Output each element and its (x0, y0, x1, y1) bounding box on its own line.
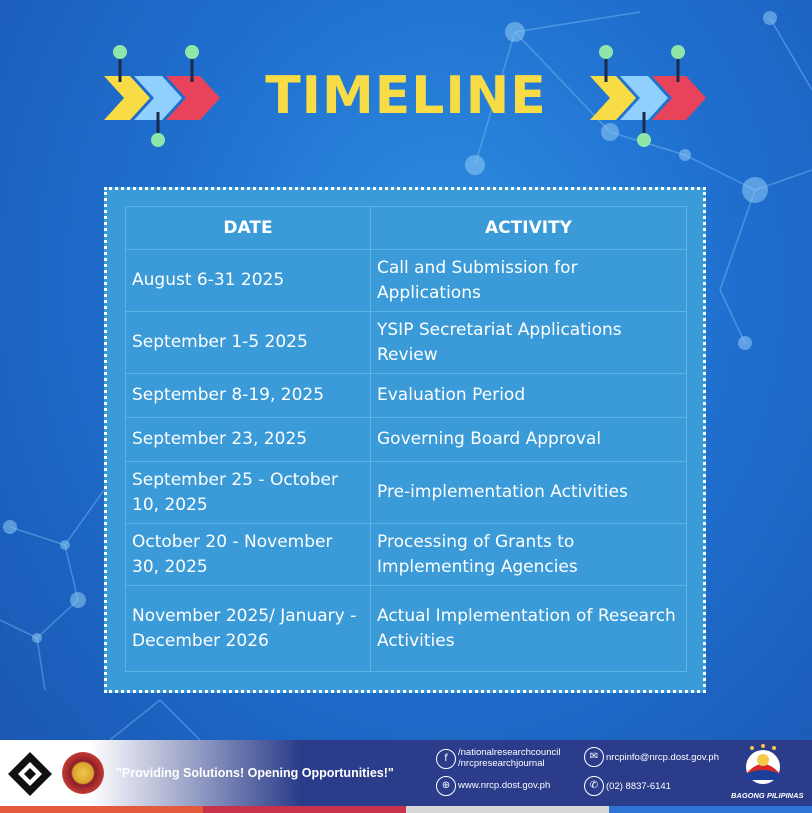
arrow-chevron-icon (586, 42, 716, 152)
table-row (126, 418, 687, 462)
timeline-table-frame (104, 187, 706, 693)
activity-cell: YSIP Secretariat Applications Review (371, 312, 687, 374)
footer-bar (0, 740, 812, 807)
table-row (126, 524, 687, 586)
table-row (126, 374, 687, 418)
date-cell: September 8-19, 2025 (126, 374, 371, 418)
globe-icon: ⊕ (436, 776, 456, 796)
website-link[interactable]: www.nrcp.dost.gov.ph (458, 780, 551, 791)
activity-cell: Call and Submission for Applications (371, 250, 687, 312)
activity-cell: Actual Implementation of Research Activities (371, 586, 687, 672)
bagong-pilipinas-logo-icon (740, 744, 786, 786)
phone-icon: ✆ (584, 776, 604, 796)
date-cell: August 6-31 2025 (126, 250, 371, 312)
date-cell: November 2025/ January - December 2026 (126, 586, 371, 672)
facebook-handle-2[interactable]: /nrcpresearchjournal (458, 758, 545, 769)
page-title: TIMELINE (265, 66, 547, 126)
activity-cell: Processing of Grants to Implementing Agencies (371, 524, 687, 586)
date-cell: September 25 - October 10, 2025 (126, 462, 371, 524)
table-header-row (126, 207, 687, 250)
activity-cell: Governing Board Approval (371, 418, 687, 462)
date-cell: September 1-5 2025 (126, 312, 371, 374)
table-row (126, 586, 687, 672)
date-column-header: DATE (126, 207, 371, 250)
footer-color-stripe (0, 806, 812, 813)
activity-cell: Evaluation Period (371, 374, 687, 418)
facebook-icon: f (436, 749, 456, 769)
table-row (126, 312, 687, 374)
phone-number: (02) 8837-6141 (606, 781, 671, 792)
footer-slogan: "Providing Solutions! Opening Opportunities!" (116, 766, 394, 780)
email-link[interactable]: nrcpinfo@nrcp.dost.gov.ph (606, 752, 719, 763)
table-row (126, 250, 687, 312)
email-icon: ✉ (584, 747, 604, 767)
nrcp-seal-icon (62, 752, 104, 794)
activity-cell: Pre-implementation Activities (371, 462, 687, 524)
timeline-table (125, 206, 687, 672)
activity-column-header: ACTIVITY (371, 207, 687, 250)
table-row (126, 462, 687, 524)
date-cell: October 20 - November 30, 2025 (126, 524, 371, 586)
facebook-handle-1[interactable]: /nationalresearchcouncil (458, 747, 561, 758)
date-cell: September 23, 2025 (126, 418, 371, 462)
dost-logo-icon (6, 750, 54, 798)
bagong-pilipinas-label: BAGONG PILIPINAS (731, 791, 804, 800)
